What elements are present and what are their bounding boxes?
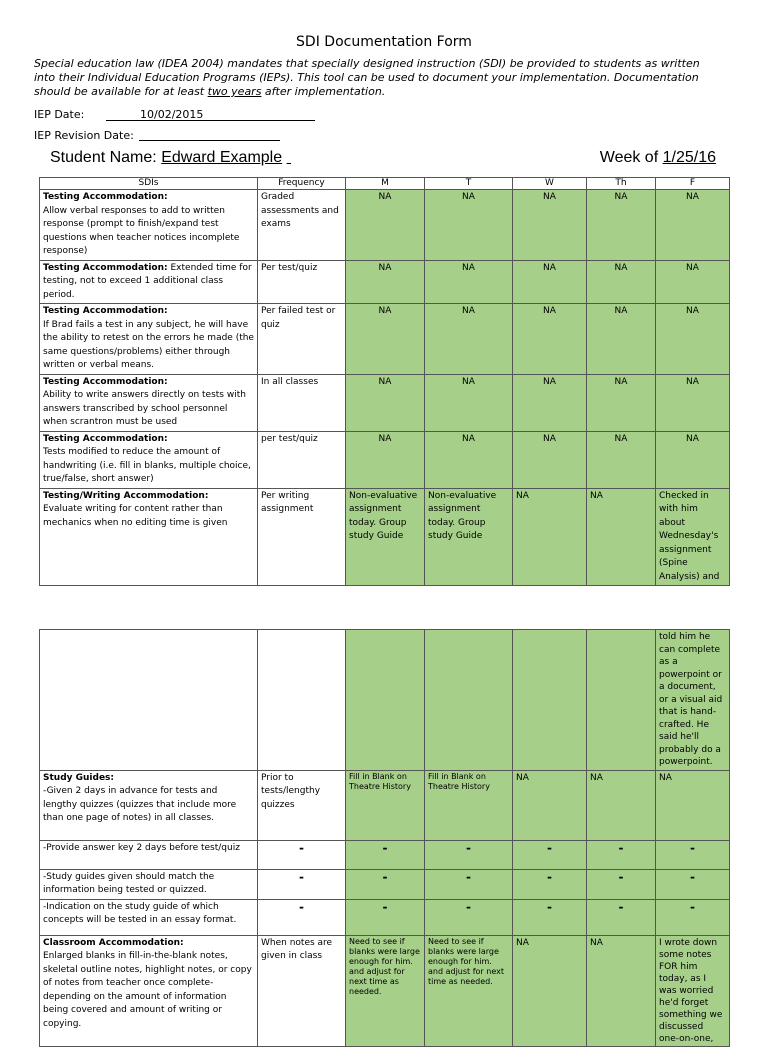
day-cell: Fill in Blank on Theatre History — [425, 770, 513, 840]
day-cell: Need to see if blanks were large enough for him. and adjust for next time as needed. — [425, 935, 513, 1046]
day-cell: - — [425, 899, 513, 935]
day-cell: NA — [656, 190, 730, 261]
day-cell: NA — [513, 431, 587, 488]
day-cell: NA — [513, 935, 587, 1046]
day-cell: NA — [513, 304, 587, 375]
day-cell: - — [513, 869, 587, 899]
table-header-row — [40, 178, 730, 190]
day-cell: Fill in Blank on Theatre History — [346, 770, 425, 840]
header-m: M — [346, 178, 425, 190]
sdi-cell: Study Guides: -Given 2 days in advance for tests and lengthy quizzes (quizzes that include more than one page of notes) in all classes. — [40, 770, 258, 840]
frequency-cell: Per failed test or quiz — [258, 304, 346, 375]
sdi-cell: Testing Accommodation: Ability to write answers directly on tests with answers transcribed by school personnel when scrantron must be used — [40, 374, 258, 431]
student-name-value: Edward Example — [161, 149, 283, 166]
sdi-cell: -Study guides given should match the information being tested or quizzed. — [40, 869, 258, 899]
day-cell: NA — [587, 260, 656, 304]
student-name-label: Student Name: — [50, 149, 157, 166]
sdi-cell: Testing/Writing Accommodation: Evaluate writing for content rather than mechanics when no editing time is given — [40, 488, 258, 586]
frequency-cell: - — [258, 840, 346, 869]
iep-revision-field — [34, 129, 134, 142]
day-cell: NA — [513, 488, 587, 586]
day-cell: NA — [425, 304, 513, 375]
frequency-cell: Prior to tests/lengthy quizzes — [258, 770, 346, 840]
table-row — [40, 935, 730, 1046]
table-row — [40, 630, 730, 771]
day-cell: - — [656, 840, 730, 869]
day-cell: - — [656, 899, 730, 935]
day-cell: NA — [513, 374, 587, 431]
sdi-cell: Testing Accommodation: Tests modified to reduce the amount of handwriting (i.e. fill in blanks, multiple choice, true/false, short answer) — [40, 431, 258, 488]
day-cell — [346, 630, 425, 771]
day-cell: Non-evaluative assignment today. Group study Guide — [425, 488, 513, 586]
student-name-line — [50, 149, 291, 167]
intro-text: Special education law (IDEA 2004) mandates that specially designed instruction (SDI) be provided to students as written into their Individual Education Programs (IEPs). This tool can be used to document your implementation. Documentation should be available for at least two years after implementation. — [34, 57, 700, 98]
day-cell: - — [587, 840, 656, 869]
day-cell: Checked in with him about Wednesday's assignment (Spine Analysis) and — [656, 488, 730, 586]
frequency-cell: Per writing assignment — [258, 488, 346, 586]
day-cell: - — [346, 899, 425, 935]
header-f: F — [656, 178, 730, 190]
iep-revision-underline — [139, 140, 280, 141]
day-cell: - — [513, 899, 587, 935]
frequency-cell: per test/quiz — [258, 431, 346, 488]
table-row — [40, 899, 730, 935]
sdi-table-page-1 — [39, 177, 730, 586]
sdi-cell: Testing Accommodation: If Brad fails a test in any subject, he will have the ability to retest on the errors he made (the same questions/problems) either through written or verbal means. — [40, 304, 258, 375]
day-cell: NA — [346, 304, 425, 375]
day-cell: NA — [656, 304, 730, 375]
week-line — [600, 149, 716, 167]
sdi-cell: -Indication on the study guide of which concepts will be tested in an essay format. — [40, 899, 258, 935]
day-cell: NA — [513, 770, 587, 840]
sdi-table-page-2 — [39, 629, 730, 1047]
header-sdis: SDIs — [40, 178, 258, 190]
day-cell: NA — [587, 190, 656, 261]
table-row — [40, 431, 730, 488]
day-cell: - — [425, 840, 513, 869]
day-cell: - — [513, 840, 587, 869]
header-th: Th — [587, 178, 656, 190]
iep-revision-label: IEP Revision Date: — [34, 129, 134, 142]
week-label: Week of — [599, 149, 659, 166]
day-cell — [513, 630, 587, 771]
day-cell: - — [587, 869, 656, 899]
day-cell: NA — [587, 431, 656, 488]
week-value: 1/25/16 — [662, 149, 716, 166]
day-cell: NA — [587, 935, 656, 1046]
day-cell: Non-evaluative assignment today. Group study Guide — [346, 488, 425, 586]
day-cell: - — [587, 899, 656, 935]
sdi-cell: Classroom Accommodation: Enlarged blanks in fill-in-the-blank notes, skeletal outline notes, highlight notes, or copy of notes from teacher once complete- depending on the amount of information being covered and amount of writing or copying. — [40, 935, 258, 1046]
day-cell: told him he can complete as a powerpoint or a document, or a visual aid that is hand-crafted. He said he'll probably do a powerpoint. — [656, 630, 730, 771]
day-cell: - — [425, 869, 513, 899]
day-cell: NA — [425, 374, 513, 431]
day-cell: NA — [425, 260, 513, 304]
frequency-cell: In all classes — [258, 374, 346, 431]
frequency-cell: - — [258, 869, 346, 899]
table-row — [40, 869, 730, 899]
day-cell: NA — [656, 770, 730, 840]
day-cell: NA — [656, 431, 730, 488]
day-cell: NA — [346, 190, 425, 261]
day-cell: NA — [587, 304, 656, 375]
day-cell: NA — [425, 190, 513, 261]
frequency-cell: When notes are given in class — [258, 935, 346, 1046]
table-row — [40, 374, 730, 431]
day-cell: - — [346, 869, 425, 899]
iep-date-value: 10/02/2015 — [140, 108, 204, 121]
table-row — [40, 488, 730, 586]
sdi-cell: -Provide answer key 2 days before test/quiz — [40, 840, 258, 869]
day-cell: NA — [346, 374, 425, 431]
frequency-cell: - — [258, 899, 346, 935]
sdi-cell: Testing Accommodation: Extended time for testing, not to exceed 1 additional class period. — [40, 260, 258, 304]
day-cell: NA — [346, 260, 425, 304]
table-row — [40, 770, 730, 840]
day-cell: NA — [587, 374, 656, 431]
day-cell: NA — [587, 770, 656, 840]
day-cell: I wrote down some notes FOR him today, as I was worried he'd forget something we discussed one-on-one, — [656, 935, 730, 1046]
day-cell: Need to see if blanks were large enough for him. and adjust for next time as needed. — [346, 935, 425, 1046]
iep-date-label: IEP Date: — [34, 108, 85, 121]
iep-date-field — [34, 108, 204, 121]
table-row — [40, 260, 730, 304]
day-cell: NA — [346, 431, 425, 488]
sdi-cell: Testing Accommodation: Allow verbal responses to add to written response (prompt to finish/expand test questions when teacher notices incomplete response) — [40, 190, 258, 261]
day-cell: NA — [513, 260, 587, 304]
table-row — [40, 304, 730, 375]
frequency-cell: Graded assessments and exams — [258, 190, 346, 261]
table-row — [40, 190, 730, 261]
day-cell: NA — [587, 488, 656, 586]
day-cell: NA — [656, 374, 730, 431]
sdi-cell — [40, 630, 258, 771]
day-cell: NA — [425, 431, 513, 488]
header-w: W — [513, 178, 587, 190]
day-cell — [425, 630, 513, 771]
form-title: SDI Documentation Form — [296, 34, 472, 50]
day-cell: - — [656, 869, 730, 899]
iep-date-underline — [106, 120, 315, 121]
day-cell: NA — [513, 190, 587, 261]
frequency-cell: Per test/quiz — [258, 260, 346, 304]
day-cell: NA — [656, 260, 730, 304]
frequency-cell — [258, 630, 346, 771]
header-t: T — [425, 178, 513, 190]
header-frequency: Frequency — [258, 178, 346, 190]
table-row — [40, 840, 730, 869]
day-cell — [587, 630, 656, 771]
day-cell: - — [346, 840, 425, 869]
